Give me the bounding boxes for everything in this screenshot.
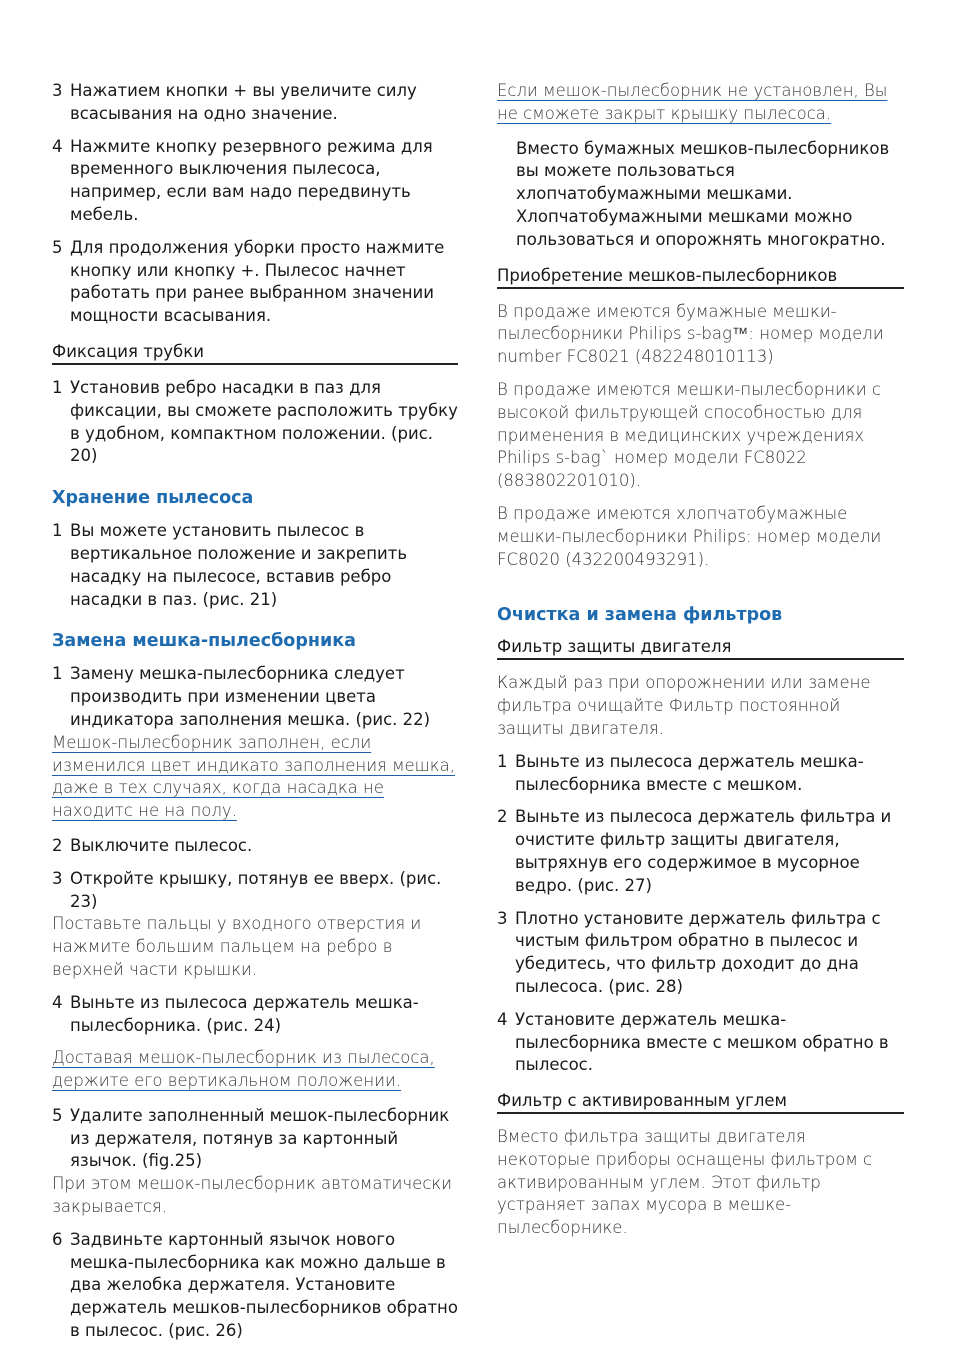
step-item: 2 Выключите пылесос. xyxy=(52,835,253,855)
cotton-bag-info: Вместо бумажных мешков-пылесборников вы можете пользоваться хлопчатобумажными мешками. Хлопчатобумажными мешками можно пользоваться и опорожнять многократно. xyxy=(516,138,890,249)
step-item: 1 Замену мешка-пылесборника следует производить при изменении цвета индикатора заполнения мешка. (рис. 22) xyxy=(52,664,431,729)
subheading-carbon-filter: Фильтр с активированным углем xyxy=(497,1091,904,1114)
heading-filters: Очистка и замена фильтров xyxy=(497,605,783,626)
note-block xyxy=(52,1047,458,1093)
step-item: 6 Задвиньте картонный язычок нового мешка-пылесборника как можно дальше в два желобка держателя. Установите держатель мешков-пылесборников обратно в пылесос. (рис. 26) xyxy=(52,1229,458,1341)
subheading-fix-tube: Фиксация трубки xyxy=(52,342,458,365)
step-item: 3 Откройте крышку, потянув ее вверх. (рис. 23) xyxy=(52,868,442,911)
step-item: 5 Для продолжения уборки просто нажмите кнопку или кнопку +. Пылесос начнет работать при ранее выбранном значении мощности всасывания. xyxy=(52,237,445,326)
paragraph: В продаже имеются бумажные мешки-пылесборники Philips s-bag™: номер модели number FC8021 (482248010113) xyxy=(497,301,884,367)
step-detail: Поставьте пальцы у входного отверстия и нажмите большим пальцем на ребро в верхней части крышки. xyxy=(52,914,422,979)
paragraph: В продаже имеются мешки-пылесборники с высокой фильтрующей способностью для применения в медицинских учреждениях Philips s-bag` номер модели FC8022 (883802201010). xyxy=(497,379,881,491)
step-item: 3 Нажатием кнопки + вы увеличите силу всасывания на одно значение. xyxy=(52,81,417,123)
heading-storage: Хранение пылесоса xyxy=(52,488,254,509)
note-text: Если мешок-пылесборник не установлен, Вы не сможете закрыт крышку пылесоса. xyxy=(497,81,888,123)
note-block xyxy=(52,732,458,823)
paragraph: Каждый раз при опорожнении или замене фильтра очищайте Фильтр постоянной защиты двигателя. xyxy=(497,673,871,738)
subheading-motor-filter: Фильтр защиты двигателя xyxy=(497,637,904,660)
step-item: 2 Выньте из пылесоса держатель фильтра и очистите фильтр защиты двигателя, вытряхнув его содержимое в мусорное ведро. (рис. 27) xyxy=(497,807,892,895)
note-block xyxy=(497,80,904,126)
heading-replace-bag: Замена мешка-пылесборника xyxy=(52,631,356,652)
step-item: 1 Вы можете установить пылесос в вертикальное положение и закрепить насадку на пылесосе, вставив ребро насадки в паз. (рис. 21) xyxy=(52,521,408,609)
left-column xyxy=(52,80,458,1353)
step-item: 4 Выньте из пылесоса держатель мешка-пылесборника. (рис. 24) xyxy=(52,992,419,1035)
step-detail: При этом мешок-пылесборник автоматически закрывается. xyxy=(52,1174,453,1217)
right-column xyxy=(497,80,904,1250)
step-item: 4 Установите держатель мешка-пылесборника вместе с мешком обратно в пылесос. xyxy=(497,1009,889,1075)
subheading-purchase: Приобретение мешков-пылесборников xyxy=(497,266,904,289)
step-item: 1 Выньте из пылесоса держатель мешка-пылесборника вместе с мешком. xyxy=(497,751,864,794)
note-text: Доставая мешок-пылесборник из пылесоса, держите его вертикальном положении. xyxy=(52,1048,435,1091)
note-text: Мешок-пылесборник заполнен, если изменился цвет индикато заполнения мешка, даже в тех случаях, когда насадка не находитс не на полу. xyxy=(52,732,455,821)
paragraph: Вместо фильтра защиты двигателя некоторые приборы оснащены фильтром с активированным углем. Этот фильтр устраняет запах мусора в мешке-пылесборнике. xyxy=(497,1127,873,1238)
step-item: 5 Удалите заполненный мешок-пылесборник из держателя, потянув за картонный язычок. (fig.25) xyxy=(52,1105,450,1171)
paragraph: В продаже имеются хлопчатобумажные мешки-пылесборники Philips: номер модели FC8020 (432200493291). xyxy=(497,503,882,569)
step-item: 4 Нажмите кнопку резервного режима для временного выключения пылесоса, например, если вам надо передвинуть мебель. xyxy=(52,136,433,224)
step-item: 3 Плотно установите держатель фильтра с чистым фильтром обратно в пылесос и убедитесь, что фильтр доходит до дна пылесоса. (рис. 28) xyxy=(497,908,881,996)
step-item: 1 Установив ребро насадки в паз для фиксации, вы сможете расположить трубку в удобном, компактном положении. (рис. 20) xyxy=(52,377,458,466)
